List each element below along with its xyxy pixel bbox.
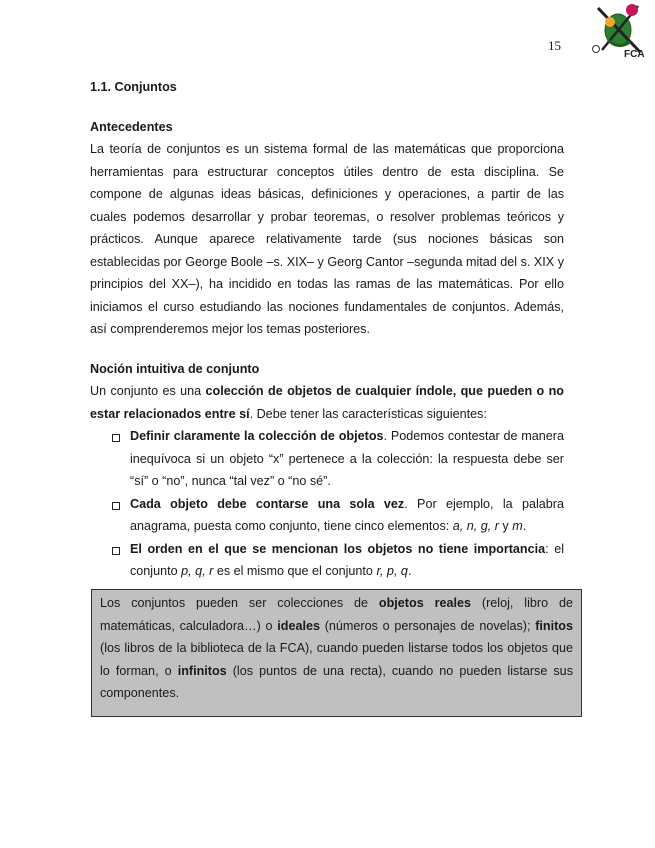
note-box: Los conjuntos pueden ser colecciones de objetos reales (reloj, libro de matemáticas, calculadora…) o ideales (números o personajes de novelas); finitos (los libros de la biblioteca de la FCA), cuando pueden listarse todos los objetos que lo forman, o infinitos (los puntos de una recta), cuando no pueden listarse sus componentes. bbox=[91, 589, 582, 717]
nocion-heading: Noción intuitiva de conjunto bbox=[90, 361, 260, 376]
page-number: 15 bbox=[548, 38, 561, 53]
nocion-intro: Un conjunto es una colección de objetos de cualquier índole, que pueden o no estar relacionados entre sí. Debe tener las características siguientes: bbox=[90, 384, 564, 421]
antecedentes-paragraph: La teoría de conjuntos es un sistema formal de las matemáticas que proporciona herramientas para estructurar conceptos útiles dentro de esta disciplina. Se compone de algunas ideas básicas, definiciones y operaciones, a partir de las cuales podemos desarrollar y probar teoremas, o resolver problemas teóricos y prácticos. Aunque aparece relativamente tarde (sus nociones básicas son establecidas por George Boole –s. XIX– y Georg Cantor –segunda mitad del s. XIX y principios del XX–), ha incidido en todas las ramas de las matemáticas. Por ello iniciamos el curso estudiando las nociones fundamentales de conjuntos. Además, así comprenderemos mejor los temas posteriores. bbox=[90, 142, 564, 336]
characteristics-list bbox=[90, 425, 564, 583]
bullet-square-icon bbox=[112, 434, 120, 442]
list-item: El orden en el que se mencionan los objetos no tiene importancia: el conjunto p, q, r es el mismo que el conjunto r, p, q. bbox=[90, 538, 564, 583]
fca-logo bbox=[588, 0, 650, 60]
svg-text:FCA: FCA bbox=[624, 49, 645, 60]
bullet-square-icon bbox=[112, 547, 120, 555]
list-item: Definir claramente la colección de objetos. Podemos contestar de manera inequívoca si un objeto “x” pertenece a la colección: la respuesta debe ser “sí” o “no”, nunca “tal vez” o “no sé”. bbox=[90, 425, 564, 493]
page-content bbox=[90, 76, 564, 583]
antecedentes-heading: Antecedentes bbox=[90, 119, 173, 134]
bullet-square-icon bbox=[112, 502, 120, 510]
section-title: 1.1. Conjuntos bbox=[90, 80, 177, 94]
list-item: Cada objeto debe contarse una sola vez. Por ejemplo, la palabra anagrama, puesta como conjunto, tiene cinco elementos: a, n, g, r y m. bbox=[90, 493, 564, 538]
